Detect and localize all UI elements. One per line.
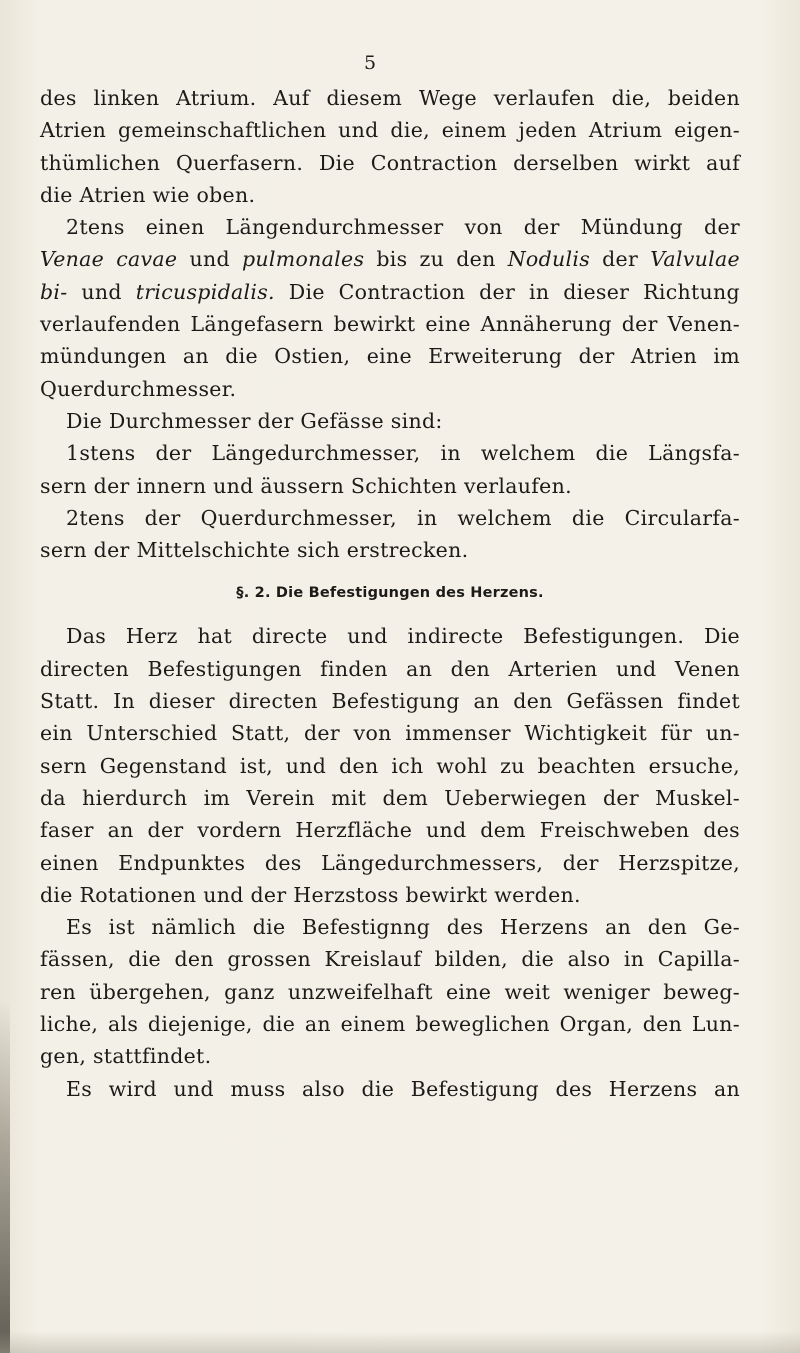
text-line: einen Endpunktes des Längedurchmessers, der Herzspitze,	[40, 850, 740, 875]
text-fragment: der	[602, 247, 639, 272]
text-fragment: und	[189, 247, 230, 272]
text-line: sern Gegenstand ist, und den ich wohl zu beachten ersuche,	[40, 753, 740, 778]
text-line: ren übergehen, ganz unzweifelhaft eine weit weniger beweg-	[40, 979, 740, 1004]
text-fragment: Die Contraction der in dieser Richtung	[288, 279, 740, 304]
latin-term: Venae cavae	[40, 247, 178, 272]
text-line: des linken Atrium. Auf diesem Wege verlaufen die, beiden	[40, 86, 740, 110]
text-line-latin	[40, 243, 740, 275]
text-line: die Rotationen und der Herzstoss bewirkt werden.	[40, 882, 581, 907]
text-line: mündungen an die Ostien, eine Erweiterung der Atrien im	[40, 344, 740, 369]
text-line: directen Befestigungen finden an den Arterien und Venen	[40, 656, 740, 681]
text-line: da hierdurch im Verein mit dem Ueberwiegen der Muskel-	[40, 785, 740, 810]
text-line: 2tens der Querdurchmesser, in welchem die Circularfa-	[66, 505, 740, 530]
text-line: gen, stattfindet.	[40, 1044, 212, 1069]
text-line: ein Unterschied Statt, der von immenser Wichtigkeit für un-	[40, 721, 740, 746]
text-line: liche, als diejenige, die an einem beweglichen Organ, den Lun-	[40, 1012, 740, 1037]
page-bottom-shadow	[0, 1331, 800, 1353]
section-heading: §. 2. Die Befestigungen des Herzens.	[236, 585, 544, 602]
body-text	[40, 82, 740, 1105]
latin-term: bi-	[40, 279, 68, 304]
text-line: faser an der vordern Herzfläche und dem Freischweben des	[40, 818, 740, 843]
text-line: Das Herz hat directe und indirecte Befestigungen. Die	[66, 624, 740, 649]
text-fragment: und	[81, 279, 122, 304]
latin-term: Valvulae	[650, 247, 740, 272]
text-line-latin	[40, 276, 740, 308]
text-line: Es wird und muss also die Befestigung des Herzens an	[66, 1076, 740, 1101]
text-line: verlaufenden Längefasern bewirkt eine Annäherung der Venen-	[40, 312, 740, 337]
text-line: sern der innern und äussern Schichten verlaufen.	[40, 473, 572, 498]
text-line: sern der Mittelschichte sich erstrecken.	[40, 538, 469, 563]
text-line: fässen, die den grossen Kreislauf bilden, die also in Capilla-	[40, 947, 740, 972]
text-line: Atrien gemeinschaftlichen und die, einem jeden Atrium eigen-	[40, 118, 740, 143]
text-line: Es ist nämlich die Befestignng des Herzens an den Ge-	[66, 915, 740, 940]
latin-term: Nodulis	[507, 247, 591, 272]
text-line: Statt. In dieser directen Befestigung an den Gefässen findet	[40, 689, 740, 714]
page-edge-shadow	[0, 1000, 10, 1353]
text-line: die Atrien wie oben.	[40, 182, 256, 207]
latin-term: tricuspidalis.	[135, 279, 275, 304]
page-number: 5	[363, 52, 377, 74]
text-line: thümlichen Querfasern. Die Contraction derselben wirkt auf	[40, 150, 740, 175]
text-line: Querdurchmesser.	[40, 376, 237, 401]
text-line: 2tens einen Längendurchmesser von der Mündung der	[66, 215, 740, 240]
text-fragment: bis zu den	[376, 247, 496, 272]
text-line: 1stens der Längedurchmesser, in welchem die Längsfa-	[66, 441, 740, 466]
text-line: Die Durchmesser der Gefässe sind:	[66, 408, 443, 433]
latin-term: pulmonales	[241, 247, 365, 272]
